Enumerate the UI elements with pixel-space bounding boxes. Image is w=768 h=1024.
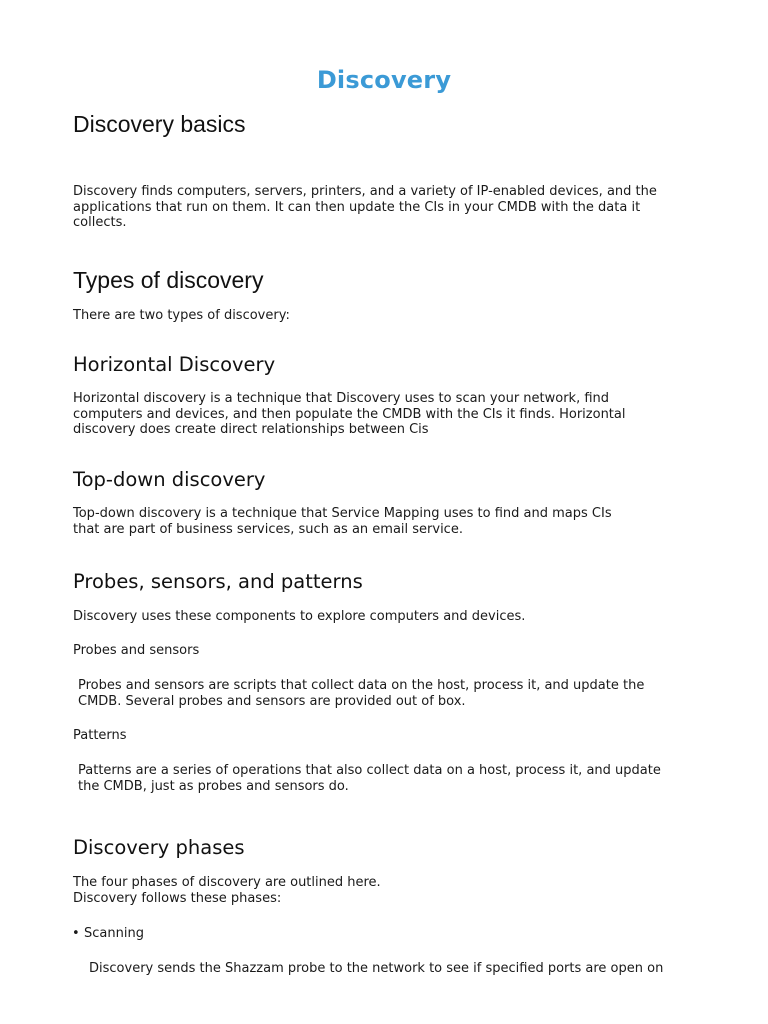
paragraph-discovery-basics (73, 184, 657, 231)
paragraph-line: Discovery sends the Shazzam probe to the network to see if specified ports are open on (89, 961, 664, 976)
paragraph-line: Discovery uses these components to explore computers and devices. (73, 609, 526, 624)
paragraph-top-down-discovery (73, 506, 653, 537)
paragraph-horizontal-discovery (73, 391, 653, 438)
paragraph-line: Patterns are a series of operations that also collect data on a host, process it, and update (78, 763, 661, 778)
paragraph-line: There are two types of discovery: (73, 308, 290, 323)
paragraph-line: computers and devices, and then populate the CMDB with the CIs it finds. Horizontal (73, 406, 626, 422)
paragraph-line: The four phases of discovery are outlined here. (73, 875, 381, 890)
label-probes-and-sensors (73, 643, 653, 659)
heading-discovery-phases: Discovery phases (73, 836, 245, 859)
document-title: Discovery (316, 66, 452, 94)
list-item-scanning: Scanning (84, 926, 144, 941)
paragraph-line: Probes and sensors (73, 643, 200, 658)
paragraph-line: the CMDB, just as probes and sensors do. (78, 778, 349, 794)
paragraph-line: Top-down discovery is a technique that Service Mapping uses to find and maps CIs (73, 506, 612, 521)
heading-top-down-discovery: Top-down discovery (73, 468, 266, 491)
paragraph-line: Probes and sensors are scripts that collect data on the host, process it, and update the (78, 678, 645, 693)
paragraph-line: Patterns (73, 728, 127, 743)
paragraph-line: applications that run on them. It can then update the CIs in your CMDB with the data it (73, 199, 641, 215)
paragraph-line: Horizontal discovery is a technique that Discovery uses to scan your network, find (73, 391, 610, 406)
paragraph-line: CMDB. Several probes and sensors are provided out of box. (78, 693, 466, 709)
bullet-icon: • (72, 926, 80, 941)
paragraph-phases-intro (73, 875, 653, 906)
paragraph-scanning (89, 961, 689, 977)
paragraph-probes-intro (73, 609, 653, 625)
paragraph-probes-and-sensors (78, 678, 658, 709)
heading-discovery-basics: Discovery basics (73, 111, 246, 137)
paragraph-patterns (78, 763, 661, 794)
paragraph-line: Discovery follows these phases: (73, 890, 282, 906)
heading-probes-sensors-patterns: Probes, sensors, and patterns (73, 570, 363, 593)
heading-horizontal-discovery: Horizontal Discovery (73, 353, 276, 376)
paragraph-line: Discovery finds computers, servers, printers, and a variety of IP-enabled devices, and the (73, 184, 657, 199)
heading-types-of-discovery: Types of discovery (73, 267, 264, 293)
label-patterns (73, 728, 653, 744)
paragraph-types-intro (73, 308, 653, 324)
paragraph-line: discovery does create direct relationships between Cis (73, 422, 429, 438)
paragraph-line: that are part of business services, such as an email service. (73, 521, 463, 537)
paragraph-line: collects. (73, 215, 127, 231)
